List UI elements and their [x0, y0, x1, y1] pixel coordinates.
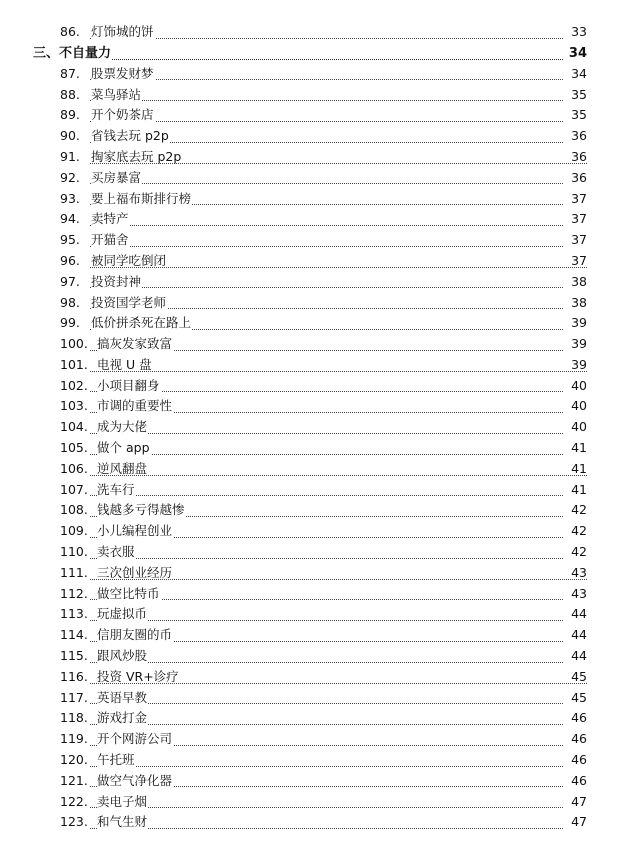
toc-entry-page: 33 [563, 26, 587, 39]
dot-leader [90, 391, 587, 392]
toc-entry-number: 107. [60, 481, 88, 497]
dot-leader [90, 38, 587, 39]
toc-entry-page: 40 [563, 400, 587, 413]
toc-entry-title: 游戏打金 [97, 710, 148, 726]
toc-entry-page: 39 [563, 317, 587, 330]
toc-entry-page: 46 [563, 775, 587, 788]
toc-entry-number: 114. [60, 627, 88, 643]
toc-entry-page: 36 [563, 151, 587, 164]
toc-entry-page: 36 [563, 130, 587, 143]
toc-entry-122[interactable] [0, 791, 635, 812]
toc-entry-title: 市调的重要性 [97, 398, 173, 414]
dot-leader [90, 246, 587, 247]
toc-entry-title: 低价拼杀死在路上 [91, 315, 192, 331]
toc-entry-page: 37 [563, 255, 587, 268]
dot-leader [90, 620, 587, 621]
toc-entry-116[interactable] [0, 667, 635, 688]
toc-entry-page: 40 [563, 421, 587, 434]
toc-entry-number: 87. [60, 65, 80, 81]
toc-entry-page: 37 [563, 193, 587, 206]
toc-entry-page: 44 [563, 629, 587, 642]
toc-entry-title: 做空比特币 [97, 585, 160, 601]
dot-leader [90, 766, 587, 767]
toc-entry-title: 投资国学老师 [91, 294, 167, 310]
toc-entry-number: 97. [60, 273, 80, 289]
dot-leader [90, 807, 587, 808]
toc-entry-list [0, 64, 635, 833]
toc-entry-page: 47 [563, 796, 587, 809]
toc-entry-94[interactable] [0, 209, 635, 230]
toc-entry-title: 菜鸟驿站 [91, 86, 142, 102]
toc-entry-title: 信朋友圈的币 [97, 627, 173, 643]
toc-entry-100[interactable] [0, 334, 635, 355]
toc-entry-title: 电视 U 盘 [97, 356, 152, 372]
toc-entry-number: 100. [60, 336, 88, 352]
dot-leader [90, 475, 587, 476]
toc-entry-title: 卖电子烟 [97, 793, 148, 809]
dot-leader [90, 662, 587, 663]
toc-entry-page: 36 [563, 172, 587, 185]
toc-entry-number: 101. [60, 356, 88, 372]
toc-entry-118[interactable] [0, 708, 635, 729]
toc-entry-106[interactable] [0, 459, 635, 480]
toc-entry-title: 开猫舍 [91, 232, 129, 248]
dot-leader [90, 454, 587, 455]
toc-entry-title: 跟风炒股 [97, 648, 148, 664]
toc-entry-number: 88. [60, 86, 80, 102]
toc-entry-number: 113. [60, 606, 88, 622]
toc-entry-title: 午托班 [97, 752, 135, 768]
toc-entry-page: 43 [563, 588, 587, 601]
toc-entry-number: 110. [60, 544, 88, 560]
toc-entry-title: 洗车行 [97, 481, 135, 497]
toc-entry-title: 买房暴富 [91, 169, 142, 185]
toc-entry-title: 搞灰发家致富 [97, 336, 173, 352]
toc-entry-page: 42 [563, 525, 587, 538]
toc-entry-title: 省钱去玩 p2p [91, 128, 169, 144]
toc-entry-page: 37 [563, 234, 587, 247]
toc-entry-number: 122. [60, 793, 88, 809]
toc-entry-95[interactable] [0, 230, 635, 251]
dot-leader [90, 495, 587, 496]
dot-leader [90, 121, 587, 122]
toc-entry-number: 106. [60, 460, 88, 476]
toc-entry-123[interactable] [0, 812, 635, 833]
toc-entry-number: 105. [60, 440, 88, 456]
toc-entry-number: 89. [60, 107, 80, 123]
toc-entry-number: 93. [60, 190, 80, 206]
toc-entry-number: 117. [60, 689, 88, 705]
dot-leader [90, 79, 587, 80]
toc-entry-page: 46 [563, 712, 587, 725]
dot-leader [90, 703, 587, 704]
toc-entry-page: 45 [563, 671, 587, 684]
toc-entry-107[interactable] [0, 480, 635, 501]
toc-entry-86[interactable] [0, 22, 635, 43]
toc-entry-102[interactable] [0, 376, 635, 397]
dot-leader [90, 828, 587, 829]
toc-entry-96[interactable] [0, 251, 635, 272]
toc-entry-number: 109. [60, 523, 88, 539]
toc-entry-number: 120. [60, 752, 88, 768]
dot-leader [90, 433, 587, 434]
toc-entry-page: 42 [563, 546, 587, 559]
dot-leader [90, 371, 587, 372]
toc-entry-number: 91. [60, 148, 80, 164]
toc-entry-title: 和气生财 [97, 814, 148, 830]
toc-entry-117[interactable] [0, 688, 635, 709]
toc-entry-page: 47 [563, 816, 587, 829]
dot-leader [90, 183, 587, 184]
toc-entry-title: 逆风翻盘 [97, 460, 148, 476]
toc-entry-number: 116. [60, 668, 88, 684]
toc-entry-page: 46 [563, 754, 587, 767]
toc-entry-page: 38 [563, 276, 587, 289]
toc-entry-page: 43 [563, 567, 587, 580]
toc-entry-109[interactable] [0, 521, 635, 542]
toc-entry-number: 118. [60, 710, 88, 726]
toc-entry-title: 卖特产 [91, 211, 129, 227]
toc-entry-number: 119. [60, 731, 88, 747]
toc-entry-number: 95. [60, 232, 80, 248]
toc-entry-number: 111. [60, 564, 88, 580]
toc-entry-title: 玩虚拟币 [97, 606, 148, 622]
toc-entry-number: 115. [60, 648, 88, 664]
toc-entry-number: 104. [60, 419, 88, 435]
toc-entry-90[interactable] [0, 126, 635, 147]
toc-entry-number: 108. [60, 502, 88, 518]
table-of-contents [0, 22, 635, 833]
dot-leader [90, 724, 587, 725]
toc-entry-number: 123. [60, 814, 88, 830]
toc-entry-87[interactable] [0, 64, 635, 85]
toc-entry-page: 45 [563, 692, 587, 705]
toc-entry-title: 小儿编程创业 [97, 523, 173, 539]
toc-entry-title: 要上福布斯排行榜 [91, 190, 192, 206]
toc-entry-title: 开个网游公司 [97, 731, 173, 747]
toc-entry-page: 35 [563, 109, 587, 122]
toc-entry-page: 42 [563, 504, 587, 517]
toc-entry-page: 41 [563, 484, 587, 497]
toc-entry-98[interactable] [0, 292, 635, 313]
toc-entry-112[interactable] [0, 584, 635, 605]
toc-entry-88[interactable] [0, 84, 635, 105]
toc-entry-page: 39 [563, 359, 587, 372]
toc-entry-number: 96. [60, 252, 80, 268]
toc-entry-page: 37 [563, 213, 587, 226]
dot-leader [90, 599, 587, 600]
toc-entry-title: 做个 app [97, 440, 150, 456]
toc-entry-number: 92. [60, 169, 80, 185]
dot-leader [90, 558, 587, 559]
toc-entry-103[interactable] [0, 396, 635, 417]
toc-entry-title: 英语早教 [97, 689, 148, 705]
toc-entry-title: 开个奶茶店 [91, 107, 154, 123]
toc-entry-title: 卖衣服 [97, 544, 135, 560]
toc-entry-title: 投资封神 [91, 273, 142, 289]
toc-entry-title: 做空气净化器 [97, 772, 173, 788]
toc-entry-104[interactable] [0, 417, 635, 438]
toc-entry-105[interactable] [0, 438, 635, 459]
toc-entry-number: 112. [60, 585, 88, 601]
toc-entry-page: 40 [563, 380, 587, 393]
toc-entry-89[interactable] [0, 105, 635, 126]
dot-leader [90, 100, 587, 101]
toc-entry-title: 股票发财梦 [91, 65, 154, 81]
toc-entry-113[interactable] [0, 604, 635, 625]
toc-entry-title: 投资 VR+诊疗 [97, 668, 179, 684]
toc-entry-114[interactable] [0, 625, 635, 646]
toc-entry-number: 94. [60, 211, 80, 227]
toc-entry-number: 99. [60, 315, 80, 331]
toc-entry-number: 98. [60, 294, 80, 310]
toc-entry-91[interactable] [0, 147, 635, 168]
toc-entry-page: 44 [563, 608, 587, 621]
toc-entry-number: 90. [60, 128, 80, 144]
toc-entry-110[interactable] [0, 542, 635, 563]
toc-entry-101[interactable] [0, 355, 635, 376]
dot-leader [90, 225, 587, 226]
toc-entry-number: 103. [60, 398, 88, 414]
toc-entry-93[interactable] [0, 188, 635, 209]
toc-entry-99[interactable] [0, 313, 635, 334]
toc-section-heading[interactable] [0, 43, 635, 64]
toc-entry-page: 41 [563, 463, 587, 476]
toc-entry-121[interactable] [0, 771, 635, 792]
toc-entry-title: 三次创业经历 [97, 564, 173, 580]
toc-entry-120[interactable] [0, 750, 635, 771]
dot-leader [33, 59, 587, 60]
toc-entry-number: 86. [60, 24, 80, 40]
toc-entry-page: 35 [563, 89, 587, 102]
toc-entry-title: 掏家底去玩 p2p [91, 148, 182, 164]
toc-entry-number: 102. [60, 377, 88, 393]
section-title: 三、不自量力 [33, 45, 112, 61]
toc-entry-97[interactable] [0, 272, 635, 293]
toc-entry-111[interactable] [0, 563, 635, 584]
toc-entry-page: 41 [563, 442, 587, 455]
toc-entry-92[interactable] [0, 168, 635, 189]
toc-entry-title: 被同学吃倒闭 [91, 252, 167, 268]
dot-leader [90, 287, 587, 288]
toc-entry-title: 成为大佬 [97, 419, 148, 435]
toc-entry-page: 46 [563, 733, 587, 746]
toc-entry-page: 38 [563, 297, 587, 310]
toc-entry-title: 灯饰城的饼 [91, 24, 154, 40]
toc-entry-108[interactable] [0, 500, 635, 521]
toc-entry-title: 钱越多亏得越惨 [97, 502, 185, 518]
toc-entry-page: 39 [563, 338, 587, 351]
toc-entry-115[interactable] [0, 646, 635, 667]
section-page: 34 [563, 47, 587, 60]
toc-entry-page: 44 [563, 650, 587, 663]
toc-entry-title: 小项目翻身 [97, 377, 160, 393]
toc-entry-page: 34 [563, 68, 587, 81]
toc-entry-119[interactable] [0, 729, 635, 750]
toc-entry-number: 121. [60, 772, 88, 788]
